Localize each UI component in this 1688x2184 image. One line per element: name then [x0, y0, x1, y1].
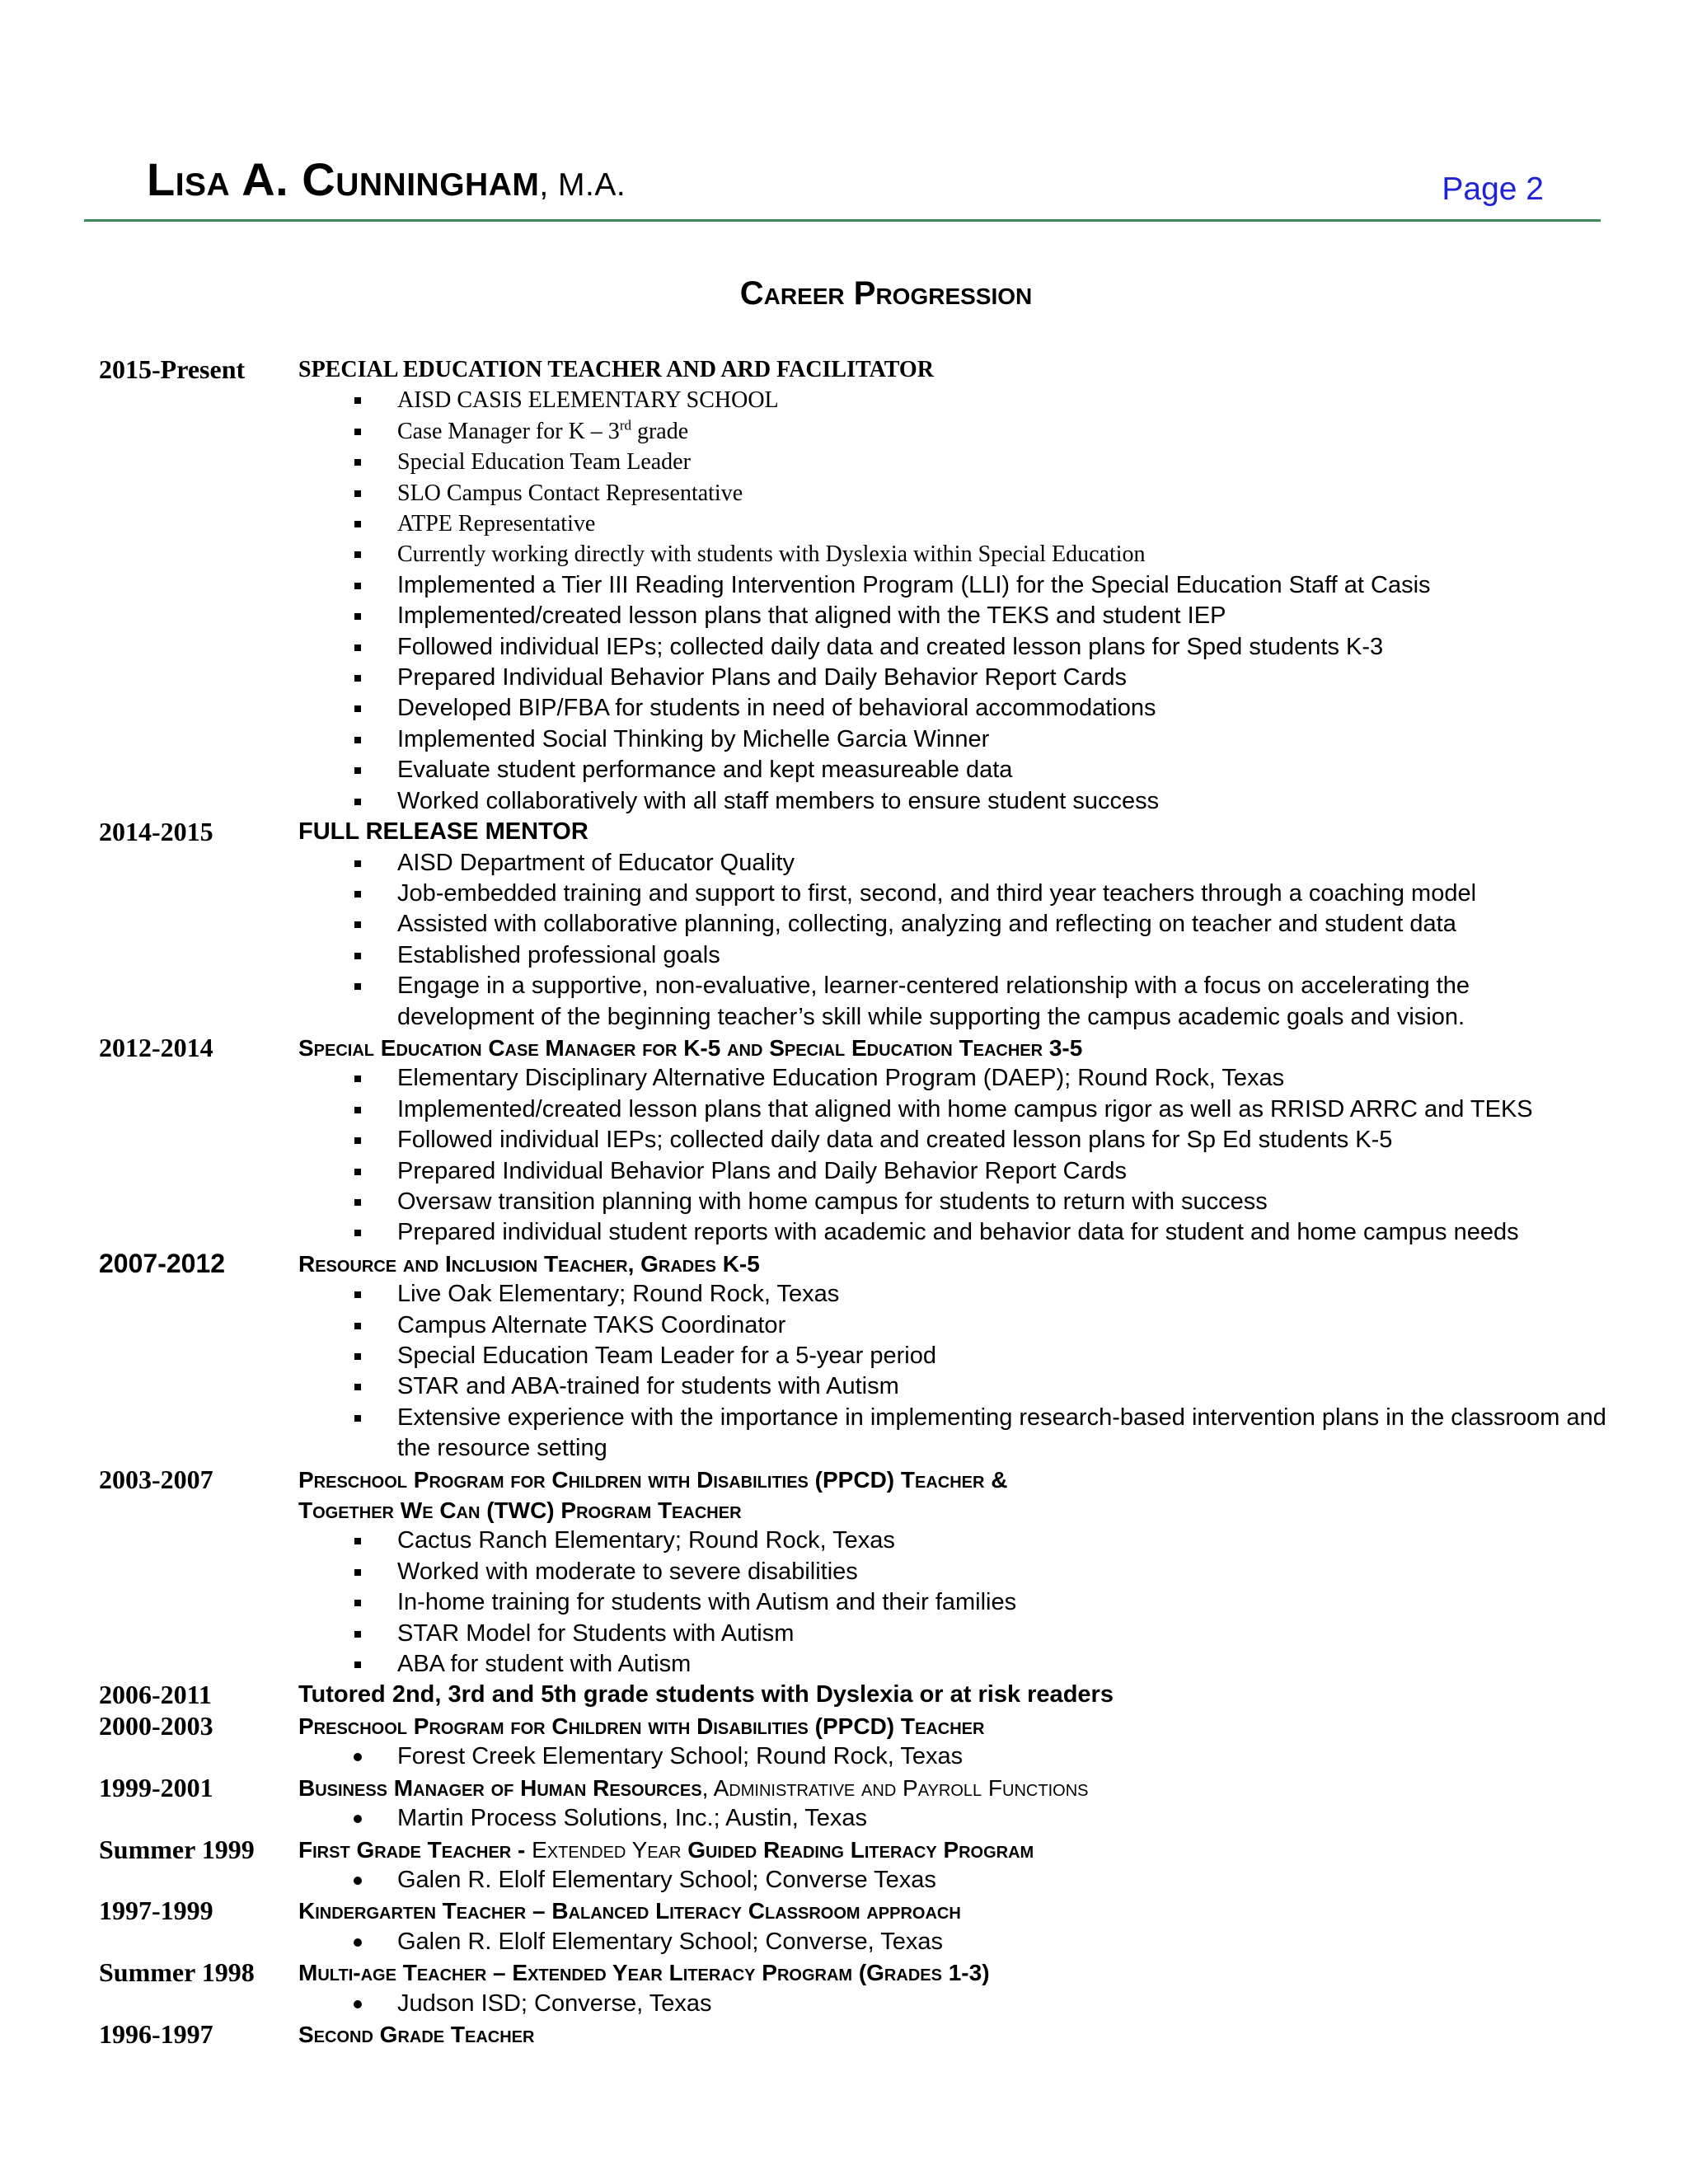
- entry-date: Summer 1998: [99, 1957, 255, 1988]
- career-entry: [99, 1465, 1607, 1680]
- list-item: Forest Creek Elementary School; Round Rock, Texas: [298, 1741, 1607, 1772]
- list-item: Extensive experience with the importance in implementing research-based intervention plans in the classroom and the resource setting: [298, 1403, 1607, 1465]
- list-item: SLO Campus Contact Representative: [298, 478, 1607, 509]
- career-entry: [99, 354, 1607, 817]
- entry-date: 1997-1999: [99, 1896, 213, 1926]
- list-item: Prepared Individual Behavior Plans and Daily Behavior Report Cards: [298, 663, 1607, 693]
- entry-date: 2015-Present: [99, 354, 246, 384]
- list-item: Job-embedded training and support to first, second, and third year teachers through a coaching model: [298, 879, 1607, 909]
- section-title: Career Progression: [739, 275, 1033, 312]
- entry-title: Tutored 2nd, 3rd and 5th grade students with Dyslexia or at risk readers: [298, 1681, 1114, 1708]
- list-item: STAR Model for Students with Autism: [298, 1619, 1607, 1649]
- list-item: Implemented Social Thinking by Michelle Garcia Winner: [298, 724, 1607, 755]
- career-entry: [99, 1033, 1607, 1249]
- list-item: Currently working directly with students with Dyslexia within Special Education: [298, 539, 1607, 569]
- list-item: Developed BIP/FBA for students in need of behavioral accommodations: [298, 693, 1607, 724]
- entry-date: Summer 1999: [99, 1834, 255, 1864]
- entry-title: Special Education Case Manager for K-5 and Special Education Teacher 3-5: [298, 1034, 1083, 1061]
- list-item: Live Oak Elementary; Round Rock, Texas: [298, 1279, 1607, 1310]
- list-item: Case Manager for K – 3rd grade: [298, 416, 1607, 447]
- list-item: Prepared individual student reports with academic and behavior data for student and home campus needs: [298, 1217, 1607, 1248]
- entry-title: FULL RELEASE MENTOR: [298, 818, 588, 846]
- list-item: Evaluate student performance and kept measureable data: [298, 755, 1607, 785]
- entry-date: 1996-1997: [99, 2018, 213, 2049]
- entry-title: Business Manager of Human Resources, Administrative and Payroll Functions: [298, 1774, 1089, 1801]
- career-entry: [99, 1896, 1607, 1957]
- list-item: Prepared Individual Behavior Plans and Daily Behavior Report Cards: [298, 1156, 1607, 1187]
- list-item: Campus Alternate TAKS Coordinator: [298, 1310, 1607, 1341]
- list-item: ABA for student with Autism: [298, 1649, 1607, 1680]
- list-item: Followed individual IEPs; collected daily data and created lesson plans for Sped students K-3: [298, 632, 1607, 663]
- entry-date: 2007-2012: [99, 1248, 226, 1278]
- list-item: Elementary Disciplinary Alternative Education Program (DAEP); Round Rock, Texas: [298, 1063, 1607, 1094]
- candidate-credential: , M.A.: [539, 167, 626, 203]
- list-item: Implemented/created lesson plans that aligned with home campus rigor as well as RRISD ARRC and TEKS: [298, 1094, 1607, 1125]
- list-item: Followed individual IEPs; collected daily data and created lesson plans for Sp Ed students K-5: [298, 1125, 1607, 1155]
- entry-date: 2012-2014: [99, 1032, 213, 1062]
- list-item: Special Education Team Leader: [298, 447, 1607, 477]
- entry-title: Preschool Program for Children with Disabilities (PPCD) Teacher: [298, 1713, 985, 1739]
- entry-title: SPECIAL EDUCATION TEACHER AND ARD FACILITATOR: [298, 357, 934, 382]
- candidate-name: Lisa A. Cunningham, M.A.: [147, 153, 626, 205]
- list-item: Galen R. Elolf Elementary School; Converse Texas: [298, 1865, 1607, 1896]
- list-item: AISD Department of Educator Quality: [298, 848, 1607, 879]
- list-item: Oversaw transition planning with home campus for students to return with success: [298, 1187, 1607, 1217]
- entry-date: 2014-2015: [99, 817, 213, 847]
- career-entry: [99, 2019, 1607, 2050]
- list-item: Engage in a supportive, non-evaluative, learner-centered relationship with a focus on accelerating the development of the beginning teacher’s skill while supporting the campus academic goals and vision.: [298, 971, 1607, 1033]
- list-item: Galen R. Elolf Elementary School; Converse, Texas: [298, 1927, 1607, 1957]
- entry-title: Preschool Program for Children with Disabilities (PPCD) Teacher &: [298, 1466, 1008, 1493]
- list-item: Martin Process Solutions, Inc.; Austin, Texas: [298, 1803, 1607, 1834]
- career-entry: [99, 1773, 1607, 1835]
- list-item: Special Education Team Leader for a 5-year period: [298, 1341, 1607, 1371]
- entry-date: 2003-2007: [99, 1464, 213, 1494]
- entry-title-line2: Together We Can (TWC) Program Teacher: [298, 1497, 742, 1524]
- entry-date: 1999-2001: [99, 1772, 213, 1802]
- career-entry: [99, 1249, 1607, 1465]
- career-entry: [99, 1680, 1607, 1710]
- header-divider: [84, 219, 1601, 222]
- career-list: [99, 354, 1607, 2050]
- list-item: STAR and ABA-trained for students with Autism: [298, 1371, 1607, 1402]
- career-entry: [99, 1957, 1607, 2019]
- entry-date: 2000-2003: [99, 1710, 213, 1741]
- entry-title: Resource and Inclusion Teacher, Grades K-5: [298, 1250, 760, 1277]
- list-item: ATPE Representative: [298, 509, 1607, 539]
- list-item: AISD CASIS ELEMENTARY SCHOOL: [298, 385, 1607, 415]
- entry-date: 2006-2011: [99, 1680, 212, 1710]
- list-item: Implemented/created lesson plans that aligned with the TEKS and student IEP: [298, 601, 1607, 631]
- career-entry: [99, 817, 1607, 1033]
- career-entry: [99, 1711, 1607, 1773]
- entry-title: Multi-age Teacher – Extended Year Literacy Program (Grades 1-3): [298, 1960, 990, 1986]
- list-item: Worked with moderate to severe disabilities: [298, 1557, 1607, 1587]
- career-entry: [99, 1835, 1607, 1896]
- entry-title: First Grade Teacher - Extended Year Guided Reading Literacy Program: [298, 1836, 1034, 1863]
- list-item: Judson ISD; Converse, Texas: [298, 1989, 1607, 2019]
- list-item: In-home training for students with Autism and their families: [298, 1587, 1607, 1618]
- page-number: Page 2: [1442, 171, 1544, 207]
- list-item: Implemented a Tier III Reading Intervention Program (LLI) for the Special Education Staff at Casis: [298, 570, 1607, 601]
- entry-title: Second Grade Teacher: [298, 2021, 535, 2047]
- entry-title: Kindergarten Teacher – Balanced Literacy Classroom approach: [298, 1898, 961, 1924]
- list-item: Worked collaboratively with all staff members to ensure student success: [298, 786, 1607, 817]
- list-item: Established professional goals: [298, 940, 1607, 971]
- list-item: Assisted with collaborative planning, collecting, analyzing and reflecting on teacher and student data: [298, 909, 1607, 940]
- list-item: Cactus Ranch Elementary; Round Rock, Texas: [298, 1526, 1607, 1556]
